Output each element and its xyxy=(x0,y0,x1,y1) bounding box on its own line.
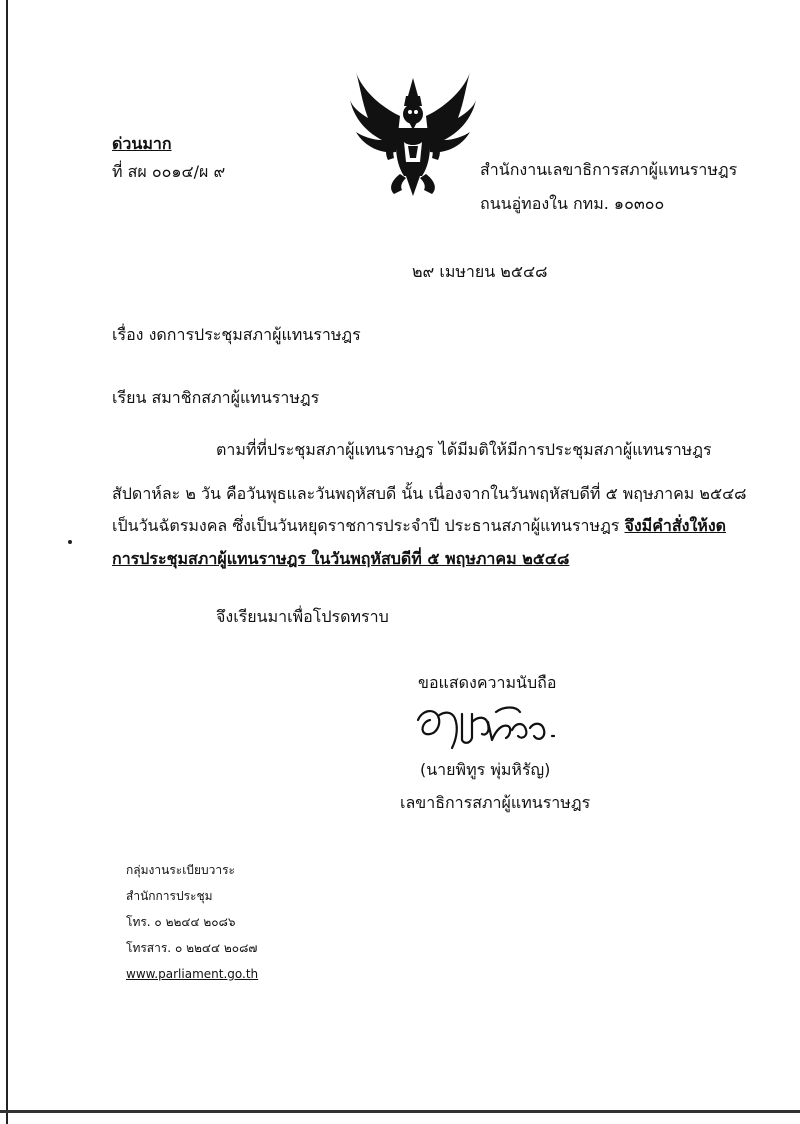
footer-website: www.parliament.go.th xyxy=(126,967,259,981)
scan-bottom-edge xyxy=(0,1110,800,1113)
body-line-3 xyxy=(112,516,726,536)
scan-speck xyxy=(68,540,72,544)
letter-subject: เรื่อง งดการประชุมสภาผู้แทนราษฎร xyxy=(112,325,361,344)
body-line-2: สัปดาห์ละ ๒ วัน คือวันพุธและวันพฤหัสบดี นั้น เนื่องจากในวันพฤหัสบดีที่ ๕ พฤษภาคม ๒๕๔๘ xyxy=(112,484,747,503)
body-line-4-emphasis: การประชุมสภาผู้แทนราษฎร ในวันพฤหัสบดีที่ ๕ พฤษภาคม ๒๕๔๘ xyxy=(112,549,570,568)
footer-tel: โทร. ๐ ๒๒๔๔ ๒๐๘๖ xyxy=(126,915,236,929)
closing-line: จึงเรียนมาเพื่อโปรดทราบ xyxy=(216,607,389,626)
urgency-label: ด่วนมาก xyxy=(112,134,172,153)
signer-name: (นายพิทูร พุ่มหิรัญ) xyxy=(420,760,551,779)
letter-date: ๒๙ เมษายน ๒๕๔๘ xyxy=(412,262,548,281)
body-line-3-emphasis: จึงมีคำสั่งให้งด xyxy=(624,516,727,535)
garuda-emblem-icon xyxy=(348,66,478,198)
reference-number: ที่ สผ ๐๐๑๔/ผ ๙ xyxy=(112,162,226,181)
body-line-1: ตามที่ที่ประชุมสภาผู้แทนราษฎร ได้มีมติให้มีการประชุมสภาผู้แทนราษฎร xyxy=(216,440,712,459)
body-line-3-text: เป็นวันฉัตรมงคล ซึ่งเป็นวันหยุดราชการประจำปี ประธานสภาผู้แทนราษฎร xyxy=(112,516,625,535)
footer-fax: โทรสาร. ๐ ๒๒๔๔ ๒๐๘๗ xyxy=(126,941,258,955)
footer-group: กลุ่มงานระเบียบวาระ xyxy=(126,863,235,877)
letter-salutation: เรียน สมาชิกสภาผู้แทนราษฎร xyxy=(112,388,320,407)
signer-title: เลขาธิการสภาผู้แทนราษฎร xyxy=(400,793,591,812)
office-address: ถนนอู่ทองใน กทม. ๑๐๓๐๐ xyxy=(480,194,665,213)
footer-bureau: สำนักการประชุม xyxy=(126,889,213,903)
handwritten-signature xyxy=(412,700,582,756)
sign-off: ขอแสดงความนับถือ xyxy=(418,673,557,692)
office-name: สำนักงานเลขาธิการสภาผู้แทนราษฎร xyxy=(480,160,738,179)
scan-edge-line xyxy=(6,0,8,1124)
